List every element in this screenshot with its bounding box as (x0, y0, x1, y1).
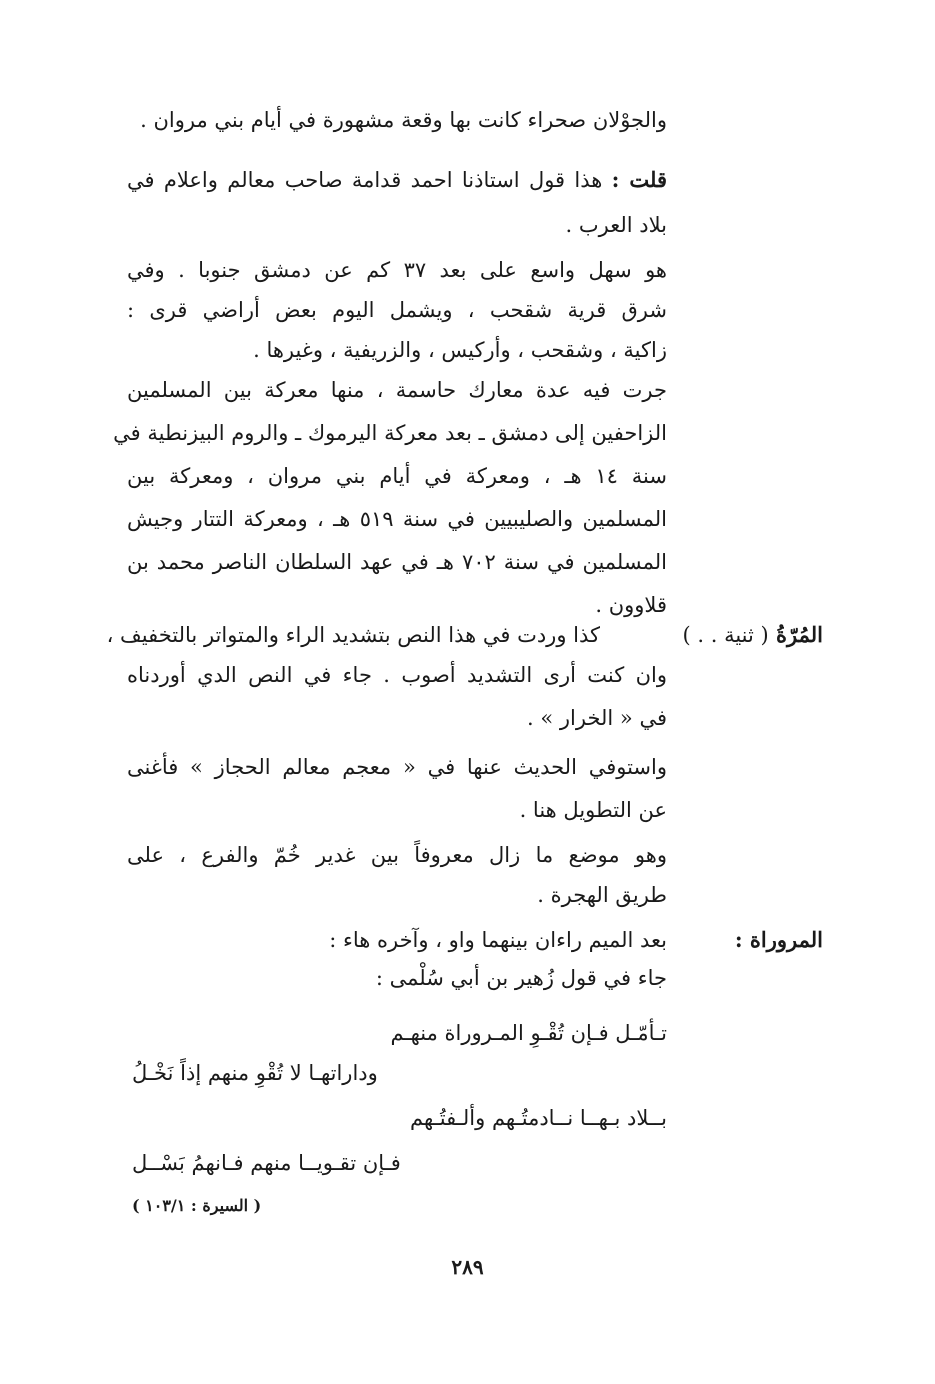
entry-headword (683, 620, 824, 650)
paragraph-line: الزاحفين إلى دمشق ـ بعد معركة اليرموك ـ والروم البيزنطية في (113, 421, 667, 445)
headword-note: ( ثنية . . ) (682, 623, 769, 647)
note-label: قلت : (611, 167, 667, 192)
entry-line (106, 620, 600, 650)
poem-verse: تـأمّـل فـإن تُقْـوِ المـروراة منهـم (390, 1021, 667, 1045)
paragraph-line (127, 165, 667, 195)
citation-source: ( السيرة : ١٠٣/١ ) (132, 1196, 262, 1215)
entry-line: في « الخرار » . (527, 706, 667, 730)
entry-line: وهو موضع ما زال معروفاً بين غدير خُمّ والفرع ، على (127, 843, 667, 867)
entry-headword: المروراة : (734, 927, 823, 952)
entry-line: بعد الميم راءان بينهما واو ، وآخره هاء : (329, 928, 667, 952)
paragraph-text: هذا قول استاذنا احمد قدامة صاحب معالم واعلام في (127, 168, 603, 192)
paragraph-line: والجوْلان صحراء كانت بها وقعة مشهورة في أيام بني مروان . (140, 108, 667, 132)
entry-text: كذا وردت في هذا النص بتشديد الراء والمتواتر بالتخفيف ، (106, 623, 600, 647)
entry-line: طريق الهجرة . (537, 883, 667, 907)
paragraph-line: جرت فيه عدة معارك حاسمة ، منها معركة بين المسلمين (127, 378, 667, 402)
paragraph-line: سنة ١٤ هـ ، ومعركة في أيام بني مروان ، ومعركة بين (127, 464, 667, 488)
paragraph-line: المسلمين والصليبيين في سنة ٥١٩ هـ ، ومعركة التتار وجيش (127, 507, 667, 531)
entry-line: واستوفي الحديث عنها في « معجم معالم الحجاز » فأغنى (127, 755, 667, 779)
paragraph-line: زاكية ، وشقحب ، وأركيس ، والزريفية ، وغيرها . (253, 338, 667, 362)
headword-text: المُرّةُ (776, 622, 823, 647)
paragraph-line: بلاد العرب . (565, 213, 667, 237)
poem-verse: وداراتهـا لا تُقْوِ منهم إذاً نَخْـلُ (132, 1061, 378, 1085)
paragraph-line: قلاوون . (595, 593, 667, 617)
page-number: ٢٨٩ (451, 1255, 484, 1279)
paragraph-line: هو سهل واسع على بعد ٣٧ كم عن دمشق جنوبا . وفي (127, 258, 667, 282)
entry-line: وان كنت أرى التشديد أصوب . جاء في النص الدي أوردناه (127, 663, 667, 687)
entry-line: عن التطويل هنا . (519, 798, 667, 822)
paragraph-line: شرق قرية شقحب ، ويشمل اليوم بعض أراضي قرى : (127, 298, 667, 322)
poem-verse: فـإن تقـويــا منهم فـانهمُ بَسْــل (132, 1151, 401, 1175)
paragraph-line: المسلمين في سنة ٧٠٢ هـ في عهد السلطان الناصر محمد بن (127, 550, 667, 574)
poem-verse: بــلاد بـهــا نــادمتُـهم وألـفتُـهم (409, 1106, 667, 1130)
entry-line: جاء في قول زُهير بن أبي سُلْمى : (375, 966, 667, 990)
